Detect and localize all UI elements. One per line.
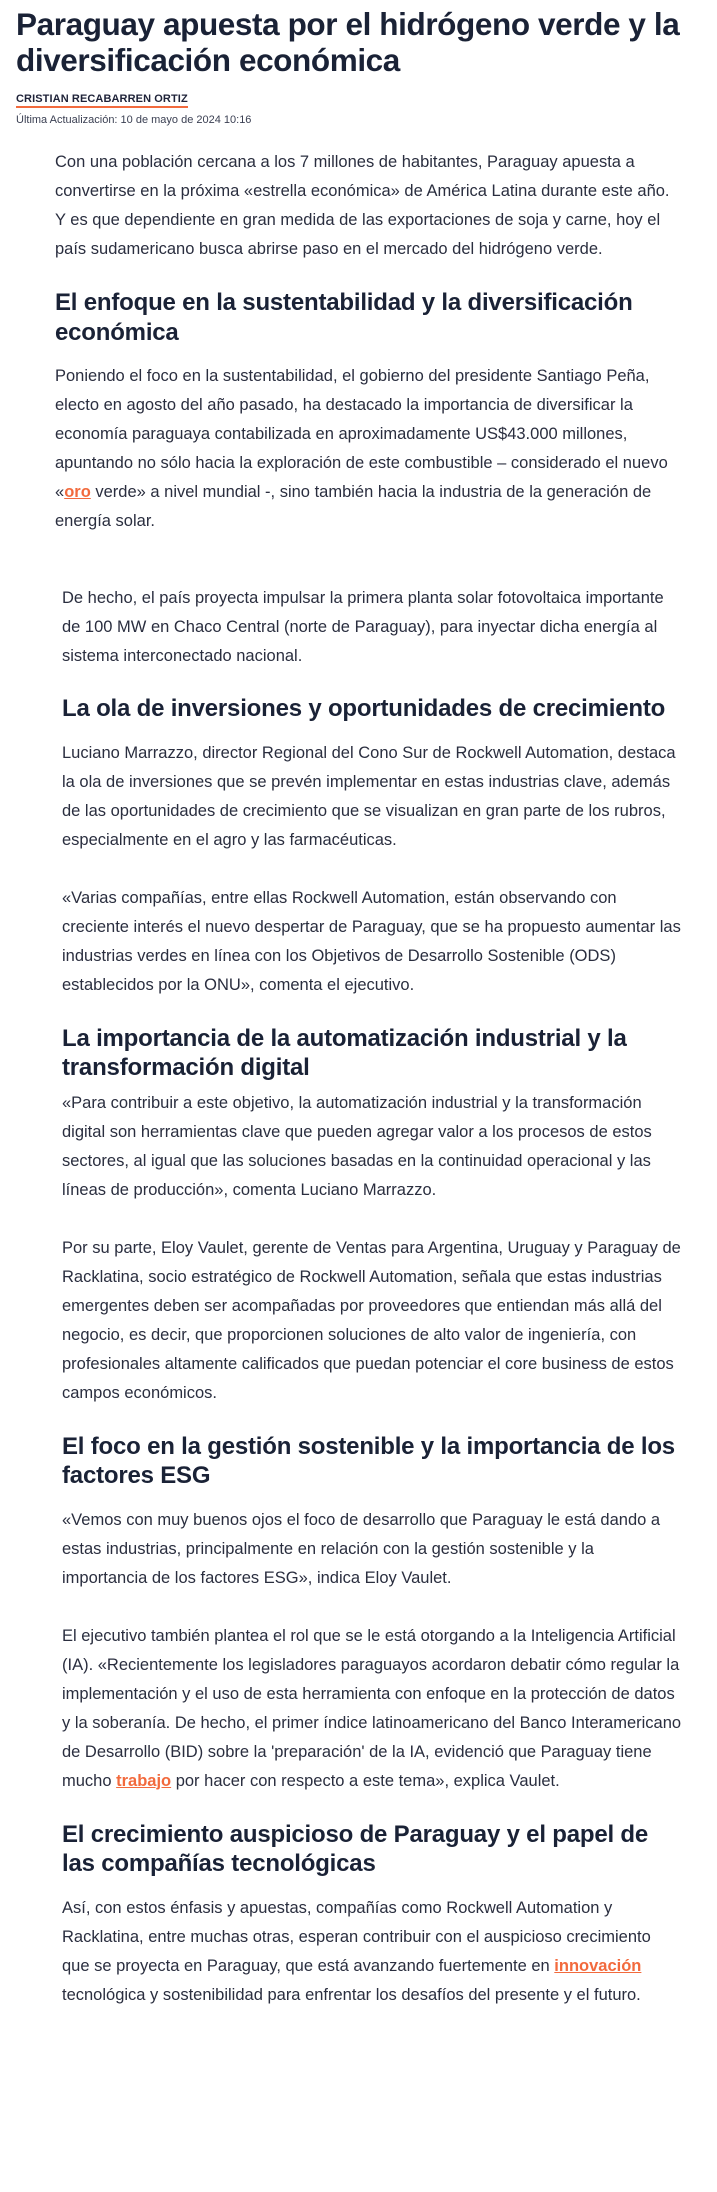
- author-link[interactable]: CRISTIAN RECABARREN ORTIZ: [16, 93, 188, 108]
- inline-link-innovacion[interactable]: innovación: [554, 1956, 642, 1975]
- paragraph-text: verde» a nivel mundial -, sino también hacia la industria de la generación de energía solar.: [55, 483, 652, 530]
- paragraph-text: Así, con estos énfasis y apuestas, compañías como Rockwell Automation y Racklatina, entre muchas otras, esperan contribuir con el auspicioso crecimiento que se proyecta en Paraguay, que está avanzando fuertemente en: [62, 1898, 651, 1975]
- paragraph: [55, 362, 675, 536]
- section-heading: El foco en la gestión sostenible y la importancia de los factores ESG: [62, 1432, 675, 1489]
- paragraph: «Vemos con muy buenos ojos el foco de desarrollo que Paraguay le está dando a estas industrias, principalmente en relación con la gestión sostenible y la importancia de los factores ESG», indica Eloy Vaulet.: [62, 1510, 661, 1587]
- last-updated: Última Actualización: 10 de mayo de 2024 10:16: [16, 114, 252, 126]
- paragraph-text: tecnológica y sostenibilidad para enfrentar los desafíos del presente y el futuro.: [62, 1985, 641, 2004]
- section-heading-block: [62, 1432, 682, 1491]
- paragraph-block: [62, 739, 682, 855]
- paragraph-block: [62, 584, 682, 671]
- paragraph-block: [62, 1622, 682, 1796]
- paragraph-text: por hacer con respecto a este tema», explica Vaulet.: [171, 1771, 560, 1790]
- paragraph: «Varias compañías, entre ellas Rockwell Automation, están observando con creciente interés el nuevo despertar de Paraguay, que se ha propuesto aumentar las industrias verdes en línea con los Objetivos de Desarrollo Sostenible (ODS) establecidos por la ONU», comenta el ejecutivo.: [62, 888, 681, 994]
- paragraph-text: Poniendo el foco en la sustentabilidad, el gobierno del presidente Santiago Peña, electo en agosto del año pasado, ha destacado la importancia de diversificar la economía paraguaya contabilizada en aproximadamente US$43.000 millones, apuntando no sólo hacia la exploración de este combustible – considerado el nuevo «: [55, 367, 668, 501]
- section-heading-block: [62, 694, 682, 724]
- paragraph: «Para contribuir a este objetivo, la automatización industrial y la transformación digital son herramientas clave que pueden agregar valor a los procesos de estos sectores, al igual que las soluciones basadas en la continuidad operacional y las líneas de producción», comenta Luciano Marrazzo.: [62, 1093, 652, 1199]
- inline-link-trabajo[interactable]: trabajo: [116, 1771, 172, 1790]
- paragraph: Por su parte, Eloy Vaulet, gerente de Ventas para Argentina, Uruguay y Paraguay de Racklatina, socio estratégico de Rockwell Automation, señala que estas industrias emergentes deben ser acompañadas por proveedores que entiendan más allá del negocio, es decir, que proporcionen soluciones de alto valor de ingeniería, con profesionales altamente calificados que puedan potenciar el core business de estos campos económicos.: [62, 1238, 681, 1402]
- section-heading-block: [55, 288, 675, 347]
- paragraph-text: El ejecutivo también plantea el rol que se le está otorgando a la Inteligencia Artificial (IA). «Recientemente los legisladores paraguayos acordaron debatir cómo regular la implementación y el uso de esta herramienta con enfoque en la protección de datos y la soberanía. De hecho, el primer índice latinoamericano del Banco Interamericano de Desarrollo (BID) sobre la 'preparación' de la IA, evidenció que Paraguay tiene mucho: [62, 1626, 682, 1790]
- article-body: [16, 148, 717, 2010]
- paragraph-block: [55, 362, 675, 536]
- paragraph: [62, 1622, 682, 1796]
- section-heading: La ola de inversiones y oportunidades de crecimiento: [62, 695, 666, 722]
- paragraph-block: [62, 1506, 682, 1593]
- paragraph: De hecho, el país proyecta impulsar la primera planta solar fotovoltaica importante de 100 MW en Chaco Central (norte de Paraguay), para inyectar dicha energía al sistema interconectado nacional.: [62, 589, 664, 665]
- article-title: Paraguay apuesta por el hidrógeno verde y la diversificación económica: [16, 6, 680, 78]
- inline-link-oro[interactable]: oro: [64, 483, 91, 501]
- section-heading: La importancia de la automatización industrial y la transformación digital: [62, 1024, 627, 1081]
- paragraph: Luciano Marrazzo, director Regional del Cono Sur de Rockwell Automation, destaca la ola de inversiones que se prevén implementar en estas industrias clave, además de las oportunidades de crecimiento que se visualizan en gran parte de los rubros, especialmente en el agro y las farmacéuticas.: [62, 743, 676, 849]
- paragraph: [62, 1894, 682, 2010]
- section-heading: El enfoque en la sustentabilidad y la diversificación económica: [55, 289, 633, 346]
- paragraph-block: [62, 1089, 682, 1205]
- paragraph: Con una población cercana a los 7 millones de habitantes, Paraguay apuesta a convertirse en la próxima «estrella económica» de América Latina durante este año. Y es que dependiente en gran medida de las exportaciones de soja y carne, hoy el país sudamericano busca abrirse paso en el mercado del hidrógeno verde.: [55, 153, 670, 258]
- section-heading: El crecimiento auspicioso de Paraguay y el papel de las compañías tecnológicas: [62, 1820, 649, 1877]
- paragraph-block: [62, 884, 682, 1000]
- paragraph-block: [55, 148, 675, 264]
- section-heading-block: [62, 1024, 682, 1083]
- paragraph-block: [62, 1894, 682, 2010]
- paragraph-block: [62, 1234, 682, 1408]
- section-heading-block: [62, 1820, 682, 1879]
